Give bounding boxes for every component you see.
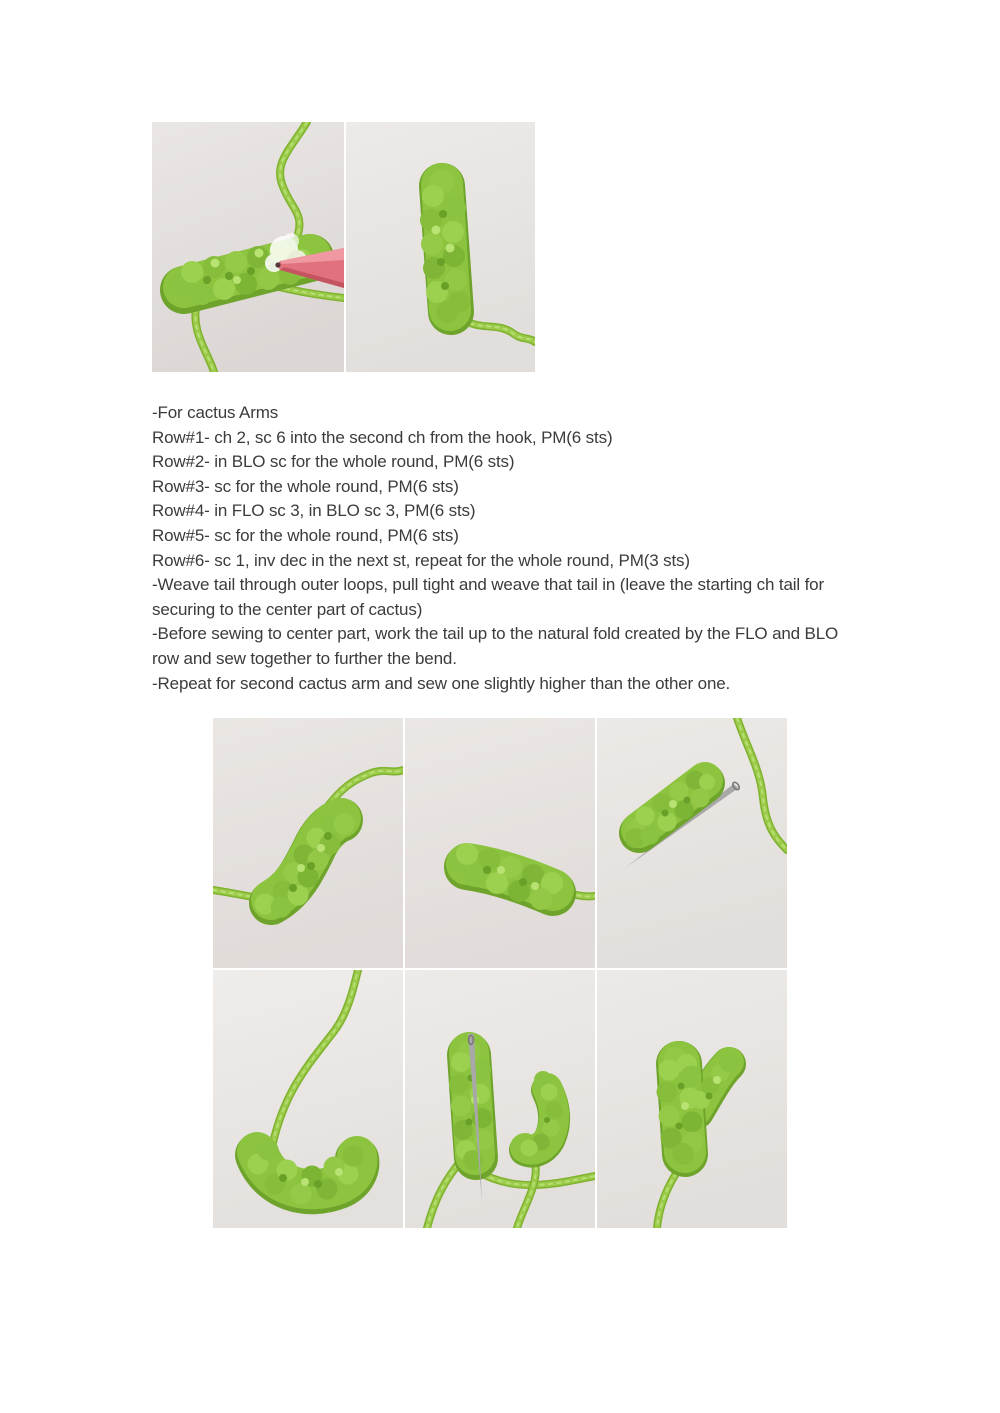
instruction-line: -Weave tail through outer loops, pull tight and weave that tail in (leave the starting ch tail for securing to the center part of cactus) [152,575,824,619]
top-photo-row [152,122,535,372]
instruction-line: Row#2- in BLO sc for the whole round, PM(6 sts) [152,452,515,472]
cactus-with-arm-attached-photo [597,970,787,1228]
arms-sewing-with-needle-photo [405,970,595,1228]
instruction-line: -Before sewing to center part, work the tail up to the natural fold created by the FLO and BLO row and sew together to further the bend. [152,624,839,668]
instruction-line: Row#3- sc for the whole round, PM(6 sts) [152,476,459,496]
instruction-line: Row#1- ch 2, sc 6 into the second ch from the hook, PM(6 sts) [152,427,613,447]
photo-background [405,718,595,968]
arm-threaded-on-needle-photo [597,718,787,968]
instruction-line: -Repeat for second cactus arm and sew one slightly higher than the other one. [152,673,731,693]
arm-with-yarn-tails-photo [213,718,403,968]
instruction-line: Row#4- in FLO sc 3, in BLO sc 3, PM(6 sts) [152,501,476,521]
arm-bean-shape-photo [405,718,595,968]
instruction-line: Row#5- sc for the whole round, PM(6 sts) [152,525,459,545]
crochet-arm-piece [420,170,470,323]
step-photo-grid [213,718,787,1228]
arm-being-stuffed-with-hook-photo [152,122,344,372]
instructions-text [152,401,868,696]
instruction-line: -For cactus Arms [152,403,279,422]
arm-bent-fold-photo [213,970,403,1228]
instruction-line: Row#6- sc 1, inv dec in the next st, repeat for the whole round, PM(3 sts) [152,550,690,570]
finished-arm-tube-photo [346,122,535,372]
